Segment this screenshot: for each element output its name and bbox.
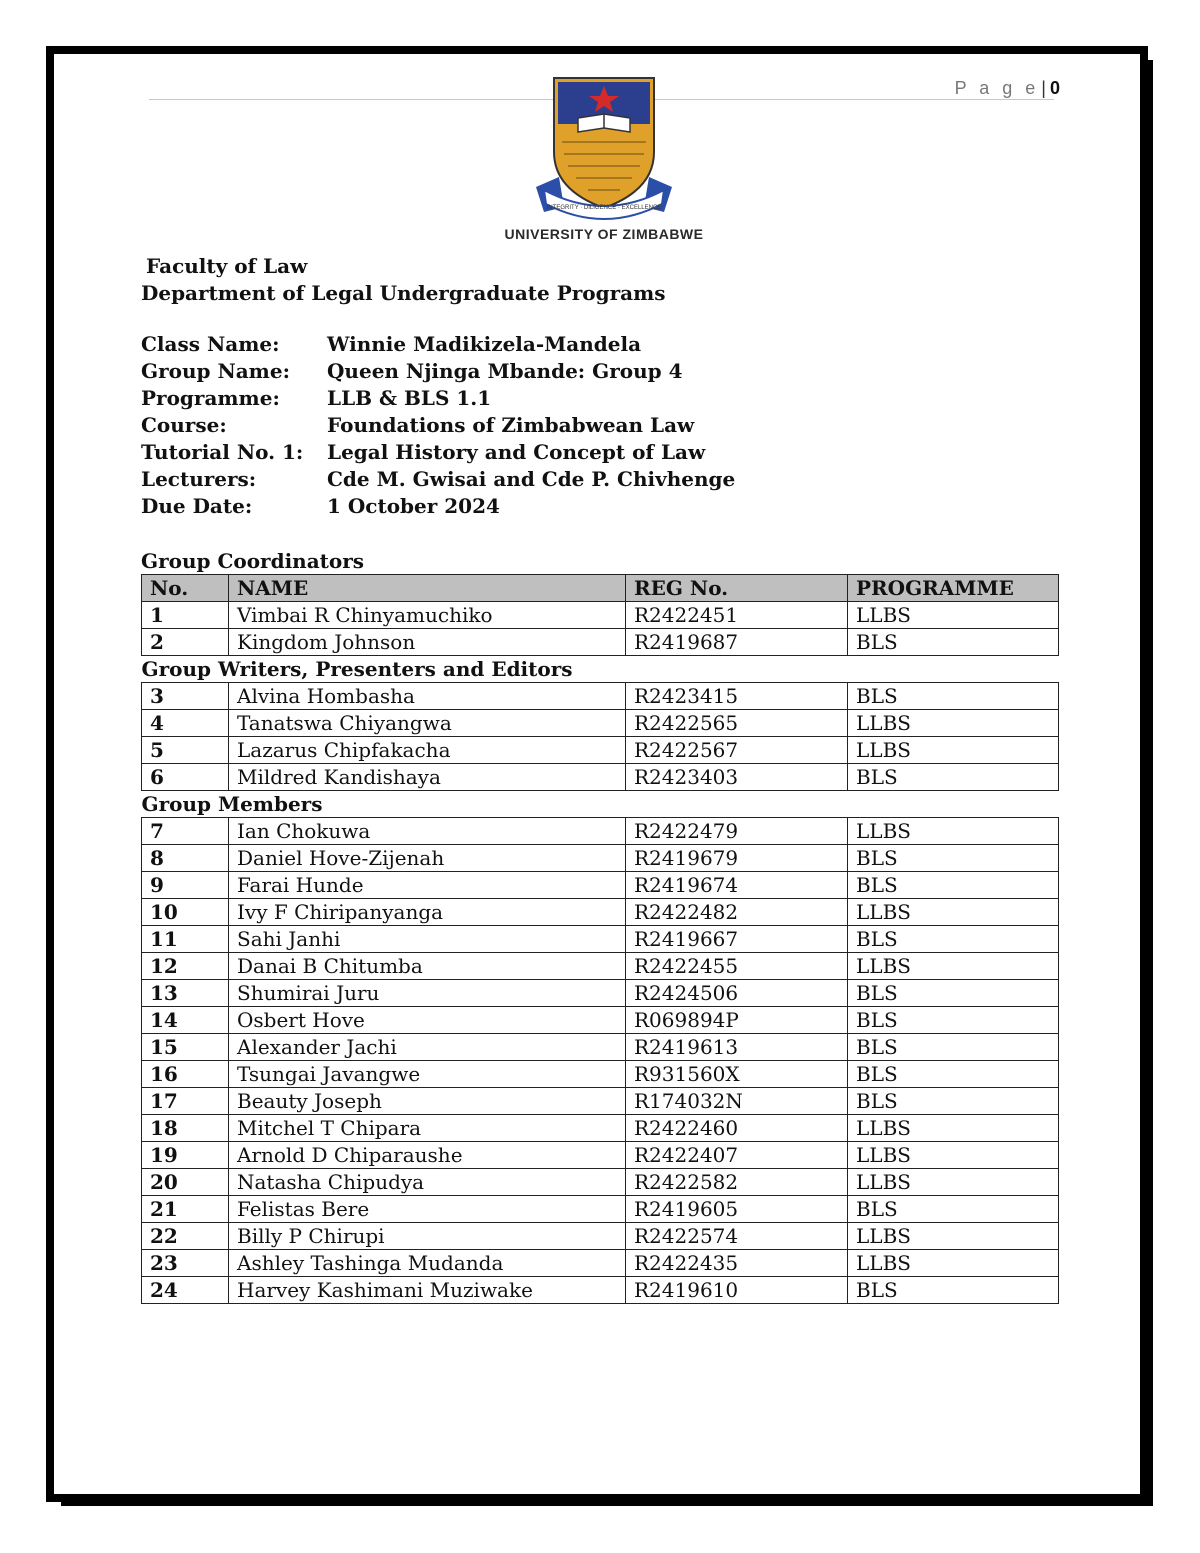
cell-name: Lazarus Chipfakacha (229, 737, 626, 764)
cell-no: 10 (142, 899, 229, 926)
table-row (142, 1142, 1059, 1169)
writers-section-heading-label: Group Writers, Presenters and Editors (142, 656, 1059, 683)
cell-no: 17 (142, 1088, 229, 1115)
cell-programme: LLBS (848, 818, 1059, 845)
cell-name: Ivy F Chiripanyanga (229, 899, 626, 926)
table-row (142, 1088, 1059, 1115)
faculty-title: Faculty of Law (146, 254, 308, 278)
cell-no: 7 (142, 818, 229, 845)
table-row (142, 872, 1059, 899)
table-row (142, 953, 1059, 980)
cell-no: 9 (142, 872, 229, 899)
cell-name: Osbert Hove (229, 1007, 626, 1034)
header-reg-no: REG No. (626, 575, 848, 602)
cell-no: 16 (142, 1061, 229, 1088)
cell-reg-no: R2422482 (626, 899, 848, 926)
table-row (142, 1007, 1059, 1034)
cell-name: Harvey Kashimani Muziwake (229, 1277, 626, 1304)
cell-reg-no: R931560X (626, 1061, 848, 1088)
cell-name: Tanatswa Chiyangwa (229, 710, 626, 737)
table-row (142, 1169, 1059, 1196)
cell-reg-no: R2423415 (626, 683, 848, 710)
table-row (142, 737, 1059, 764)
table-row (142, 1115, 1059, 1142)
page-number: P a g e | 0 (954, 78, 1060, 98)
table-row (142, 1034, 1059, 1061)
cell-reg-no: R2424506 (626, 980, 848, 1007)
cell-no: 12 (142, 953, 229, 980)
table-row (142, 818, 1059, 845)
table-row (142, 629, 1059, 656)
cell-programme: BLS (848, 980, 1059, 1007)
cell-programme: LLBS (848, 1169, 1059, 1196)
cell-programme: BLS (848, 764, 1059, 791)
cell-programme: LLBS (848, 1250, 1059, 1277)
cell-reg-no: R2422565 (626, 710, 848, 737)
cell-name: Arnold D Chiparaushe (229, 1142, 626, 1169)
cell-reg-no: R2419613 (626, 1034, 848, 1061)
cell-programme: BLS (848, 629, 1059, 656)
table-row (142, 683, 1059, 710)
info-row: Group Name: Queen Njinga Mbande: Group 4 (141, 359, 683, 383)
table-row (142, 1250, 1059, 1277)
department-title: Department of Legal Undergraduate Programs (141, 281, 666, 305)
info-row: Due Date: 1 October 2024 (141, 494, 500, 518)
table-row (142, 1061, 1059, 1088)
table-row (142, 1277, 1059, 1304)
info-row: Programme: LLB & BLS 1.1 (141, 386, 492, 410)
cell-name: Alvina Hombasha (229, 683, 626, 710)
cell-reg-no: R2422574 (626, 1223, 848, 1250)
table-row (142, 1223, 1059, 1250)
info-row: Class Name: Winnie Madikizela-Mandela (141, 332, 642, 356)
cell-name: Daniel Hove-Zijenah (229, 845, 626, 872)
table-row (142, 602, 1059, 629)
cell-reg-no: R2422407 (626, 1142, 848, 1169)
cell-reg-no: R174032N (626, 1088, 848, 1115)
page-label: P a g e (954, 78, 1040, 98)
cell-name: Vimbai R Chinyamuchiko (229, 602, 626, 629)
cell-name: Danai B Chitumba (229, 953, 626, 980)
page-number-value: 0 (1049, 78, 1060, 98)
cell-programme: BLS (848, 1034, 1059, 1061)
cell-name: Farai Hunde (229, 872, 626, 899)
cell-no: 4 (142, 710, 229, 737)
cell-programme: LLBS (848, 1223, 1059, 1250)
cell-reg-no: R069894P (626, 1007, 848, 1034)
cell-programme: LLBS (848, 737, 1059, 764)
table-row (142, 899, 1059, 926)
cell-name: Mildred Kandishaya (229, 764, 626, 791)
cell-reg-no: R2419674 (626, 872, 848, 899)
cell-no: 21 (142, 1196, 229, 1223)
cell-no: 24 (142, 1277, 229, 1304)
header-programme: PROGRAMME (848, 575, 1059, 602)
cell-reg-no: R2422479 (626, 818, 848, 845)
cell-name: Kingdom Johnson (229, 629, 626, 656)
cell-name: Ashley Tashinga Mudanda (229, 1250, 626, 1277)
coordinators-heading: Group Coordinators (141, 549, 365, 573)
cell-reg-no: R2422455 (626, 953, 848, 980)
cell-programme: BLS (848, 683, 1059, 710)
cell-name: Billy P Chirupi (229, 1223, 626, 1250)
assignment-info (141, 332, 735, 521)
cell-no: 23 (142, 1250, 229, 1277)
cell-no: 15 (142, 1034, 229, 1061)
university-crest-logo (474, 72, 734, 252)
motto-text: INTEGRITY · DILIGENCE · EXCELLENCE (546, 205, 662, 211)
cell-programme: BLS (848, 1088, 1059, 1115)
info-row: Lecturers: Cde M. Gwisai and Cde P. Chivhenge (141, 467, 736, 491)
cell-programme: BLS (848, 1061, 1059, 1088)
cell-no: 6 (142, 764, 229, 791)
cell-reg-no: R2423403 (626, 764, 848, 791)
cell-programme: LLBS (848, 953, 1059, 980)
cell-reg-no: R2422582 (626, 1169, 848, 1196)
table-header-row (142, 575, 1059, 602)
cell-programme: BLS (848, 872, 1059, 899)
header-no: No. (142, 575, 229, 602)
cell-name: Shumirai Juru (229, 980, 626, 1007)
cell-reg-no: R2422435 (626, 1250, 848, 1277)
cell-no: 22 (142, 1223, 229, 1250)
cell-name: Beauty Joseph (229, 1088, 626, 1115)
header-name: NAME (229, 575, 626, 602)
cell-no: 2 (142, 629, 229, 656)
cell-name: Sahi Janhi (229, 926, 626, 953)
cell-reg-no: R2419667 (626, 926, 848, 953)
cell-no: 18 (142, 1115, 229, 1142)
writers-section-heading (142, 656, 1059, 683)
cell-programme: BLS (848, 1196, 1059, 1223)
cell-no: 20 (142, 1169, 229, 1196)
cell-programme: LLBS (848, 1142, 1059, 1169)
cell-no: 11 (142, 926, 229, 953)
cell-programme: LLBS (848, 710, 1059, 737)
group-roster-table (141, 574, 1059, 1304)
cell-no: 8 (142, 845, 229, 872)
cell-reg-no: R2419610 (626, 1277, 848, 1304)
cell-no: 14 (142, 1007, 229, 1034)
cell-programme: BLS (848, 1007, 1059, 1034)
table-row (142, 926, 1059, 953)
cell-programme: LLBS (848, 899, 1059, 926)
table-row (142, 1196, 1059, 1223)
cell-no: 13 (142, 980, 229, 1007)
cell-programme: BLS (848, 926, 1059, 953)
cell-reg-no: R2419679 (626, 845, 848, 872)
cell-name: Mitchel T Chipara (229, 1115, 626, 1142)
cell-name: Natasha Chipudya (229, 1169, 626, 1196)
cell-no: 1 (142, 602, 229, 629)
cell-reg-no: R2419605 (626, 1196, 848, 1223)
cell-no: 3 (142, 683, 229, 710)
cell-reg-no: R2422460 (626, 1115, 848, 1142)
cell-no: 5 (142, 737, 229, 764)
cell-name: Tsungai Javangwe (229, 1061, 626, 1088)
cell-name: Felistas Bere (229, 1196, 626, 1223)
cell-name: Alexander Jachi (229, 1034, 626, 1061)
cell-programme: BLS (848, 1277, 1059, 1304)
cell-reg-no: R2422567 (626, 737, 848, 764)
document-page (46, 46, 1148, 1502)
cell-programme: BLS (848, 845, 1059, 872)
info-row: Tutorial No. 1: Legal History and Concept of Law (141, 440, 706, 464)
cell-programme: LLBS (848, 1115, 1059, 1142)
cell-no: 19 (142, 1142, 229, 1169)
cell-reg-no: R2422451 (626, 602, 848, 629)
table-row (142, 980, 1059, 1007)
cell-programme: LLBS (848, 602, 1059, 629)
table-row (142, 710, 1059, 737)
cell-name: Ian Chokuwa (229, 818, 626, 845)
cell-reg-no: R2419687 (626, 629, 848, 656)
members-section-heading (142, 791, 1059, 818)
members-section-heading-label: Group Members (142, 791, 1059, 818)
university-name: UNIVERSITY OF ZIMBABWE (504, 226, 704, 242)
info-row: Course: Foundations of Zimbabwean Law (141, 413, 695, 437)
table-row (142, 845, 1059, 872)
table-row (142, 764, 1059, 791)
